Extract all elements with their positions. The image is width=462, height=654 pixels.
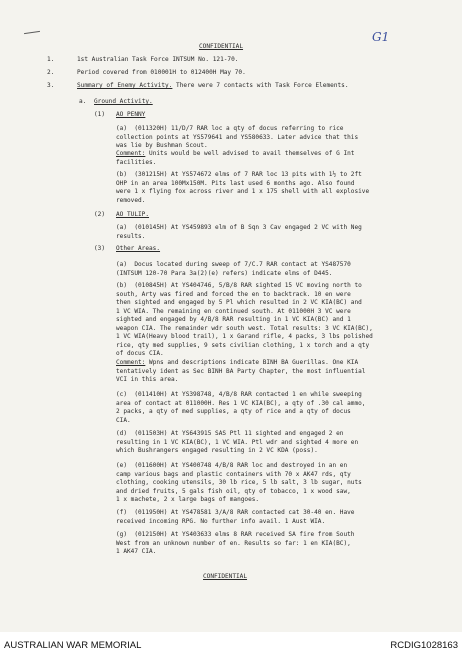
handwritten-page-mark: G1 [372,30,390,44]
section-a-title: Ground Activity. [94,98,153,105]
classification-header: CONFIDENTIAL [199,43,244,50]
item-1-text: 1st Australian Task Force INTSUM No. 121-70. [77,56,239,63]
sub3-paragraph-e: (e) (011600H) At YS400748 4/B/8 RAR loc and destroyed in an en camp various bags and plastic containers with 70 x AK47 rds, qty clothing, cooking utensils, 30 lb rice, 5 lb salt, 3 lb sugar, nuts and dried fruits, 5 gals fish oil, qty of tobacco, 1 x wood saw, 1 x machete, 2 x large bags of mangoes. [116,462,362,503]
sub1-paragraph-b: (b) (301215H) At YS574672 elms of 7 RAR loc 13 pits with 1½ to 2ft OHP in an area 100Mx150M. Pits last used 6 months ago. Also found were 1 x flying fox across river and 1 x 175 shell with all explosive removed. [116,171,370,204]
archive-credit: AUSTRALIAN WAR MEMORIAL [4,640,142,651]
sub3-number: (3) [94,245,106,252]
sub3-paragraph-a: (a) Docus located during sweep of 7/C.7 RAR contact at YS487570 (INTSUM 120-70 Para 3a(2)(e) refers) indicate elms of D445. [116,261,351,277]
item-2-text: Period covered from 010001H to 012400H May 70. [77,69,246,76]
sub1-title: AO PENNY [116,111,146,118]
item-3-body [77,82,349,91]
item-3-number: 3. [47,82,55,89]
section-a-letter: a. [79,98,87,105]
sub2-paragraph-a: (a) (010145H) At YS459893 elm of B Sqn 3 Cav engaged 2 VC with Neg results. [116,224,362,240]
sub3-title: Other Areas. [116,245,161,252]
item-1-number: 1. [47,56,55,63]
sub3-paragraph-d: (d) (011503H) At YS643915 SAS Ptl 11 sighted and engaged 2 en resulting in 1 VC KIA(BC), 1 VC WIA. Ptl wdr and sighted 4 more en which Bushrangers engaged resulting in 2 VC KDA (poss). [116,430,359,454]
sub1-paragraph-a: (a) (011320H) 11/D/7 RAR loc a qty of docus referring to rice collection points at YS579641 and YS580633. Later advice that this was lie by Bushman Scout. [116,125,359,149]
sub2-title: AO TULIP. [116,211,150,218]
comment-label: Comment: [116,150,146,157]
sub3-paragraph-g: (g) (012150H) At YS403633 elms 8 RAR received SA fire from South West from an unknown number of en. Results so far: 1 en KIA(BC), 1 AK47 CIA. [116,531,355,555]
sub3-paragraph-b: (b) (010845H) At YS404746, 5/B/8 RAR sighted 15 VC moving north to south, Arty was fired and forced the en to backtrack. 10 en were then sighted and engaged by 5 Pl which resulted in 2 VC KIA(BC) and 1 VC WIA. The remaining en continued south. At 011000H 3 VC were sighted and engaged by 4/B/8 RAR resulting in 1 VC KIA(BC) and 1 weapon CIA. The remainder wdr south west. Total results: 3 VC KIA(BC), 1 VC WIA(Heavy blood trail), 1 x Garand rifle, 4 packs, 3 lbs polished rice, qty med supplies, 9 sets civilian clothing, 1 x torch and a qty of docus CIA. [116,282,373,357]
sub1-comment: Comment: Units would be well advised to avail themselves of G Int facilities. [116,150,355,166]
sub1-number: (1) [94,111,106,118]
pen-stroke [24,31,40,34]
sub3-paragraph-f: (f) (011950H) At YS478581 3/A/8 RAR contacted cat 30-40 en. Have received incoming RPG. No further info avail. 1 Aust WIA. [116,509,355,525]
classification-footer: CONFIDENTIAL [203,573,248,580]
comment-label: Comment: [116,359,146,366]
item-3-title: Summary of Enemy Activity. [77,82,173,89]
archive-reference: RCDIG1028163 [390,640,458,651]
sub3-comment: Comment: Wpns and descriptions indicate BINH BA Guerillas. One KIA tentatively ident as Sec BINH BA Party Chapter, the most influential VCI in this area. [116,359,366,383]
sub2-number: (2) [94,211,106,218]
sub3-paragraph-c: (c) (011410H) At YS398748, 4/B/8 RAR contacted 1 en while sweeping area of contact at 011000H. Res 1 VC KIA(BC), a qty of .30 cal ammo, 2 packs, a qty of med supplies, a qty of rice and a qty of docus CIA. [116,391,366,424]
item-3-text: There were 7 contacts with Task Force Elements. [172,82,349,89]
item-2-number: 2. [47,69,55,76]
